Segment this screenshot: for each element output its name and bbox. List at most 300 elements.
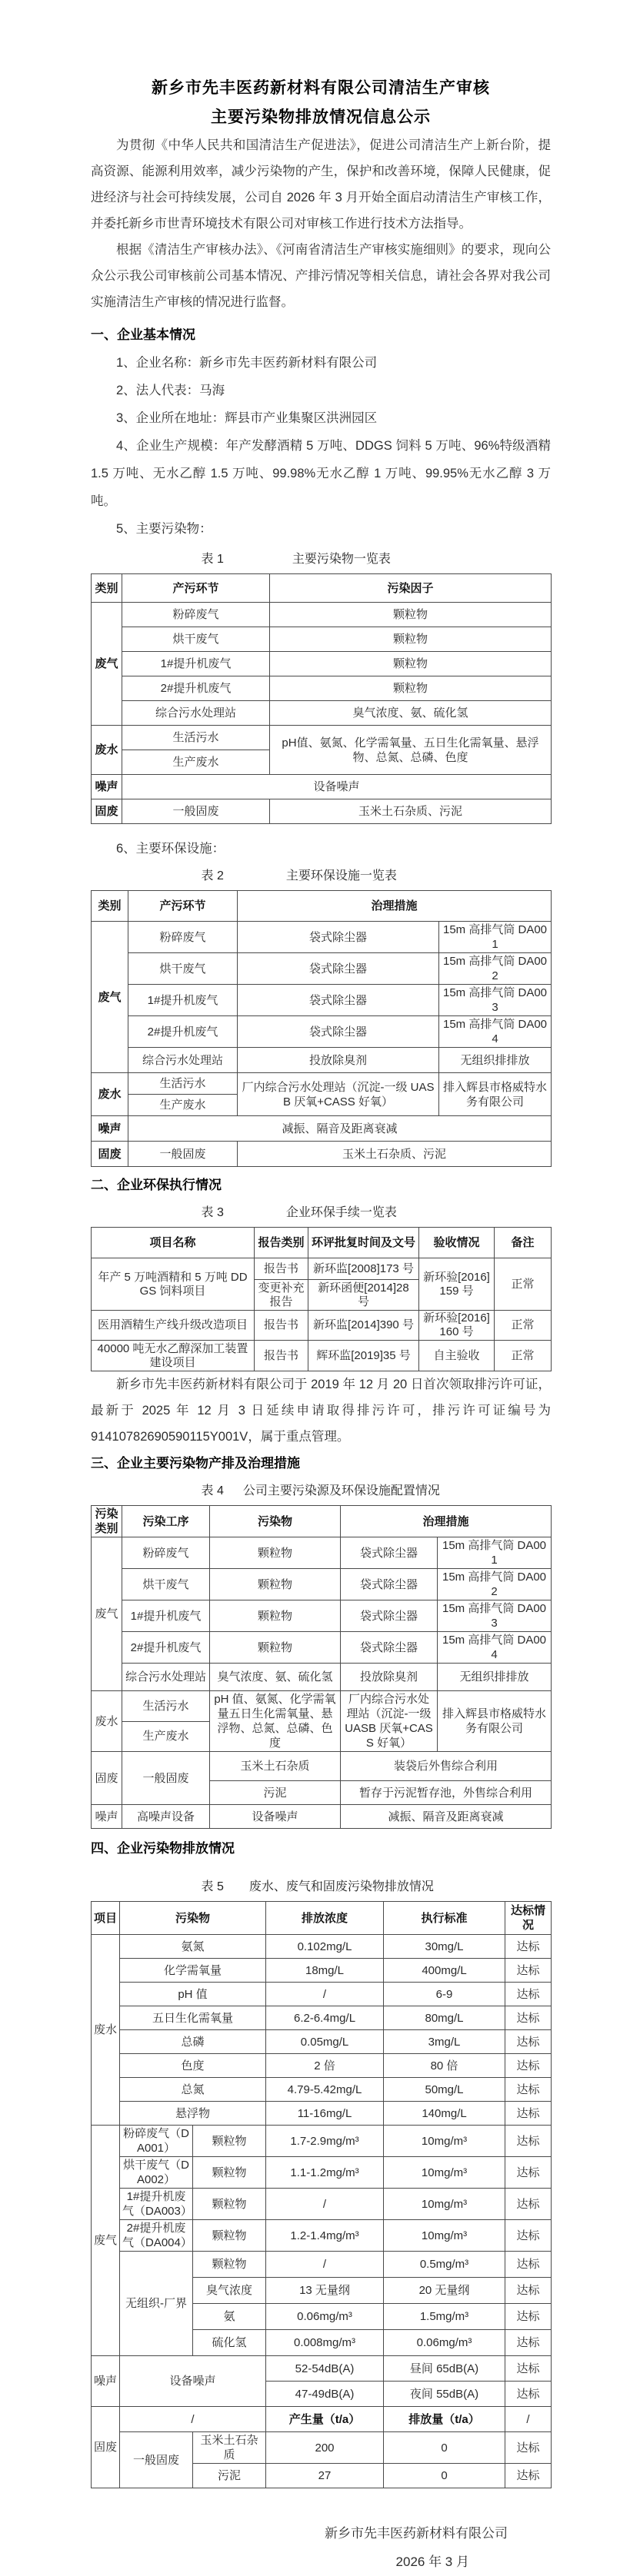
cell: 臭气浓度、氨、硫化氢 <box>210 1664 341 1691</box>
cell: 15m 高排气筒 DA002 <box>439 953 552 985</box>
cell: 一般固废 <box>128 1142 238 1167</box>
table-1-main-pollutants <box>91 573 552 824</box>
table-row <box>92 1142 552 1167</box>
cell: 排入辉县市格威特水务有限公司 <box>439 1073 552 1116</box>
cell: 颗粒物 <box>193 2126 266 2157</box>
cell: 玉米土石杂质、污泥 <box>238 1142 552 1167</box>
cell: 27 <box>266 2464 384 2488</box>
cell: 袋式除尘器 <box>238 953 439 985</box>
cell: 袋式除尘器 <box>238 922 439 953</box>
cell: 颗粒物 <box>270 627 552 652</box>
col-header: 排放浓度 <box>266 1902 384 1935</box>
cell: 产生量（t/a） <box>266 2407 384 2432</box>
cell: 固废 <box>92 1752 122 1805</box>
table-row <box>92 1959 552 1983</box>
table-row <box>92 1228 552 1258</box>
table-row <box>92 1569 552 1600</box>
cell: 颗粒物 <box>193 2189 266 2220</box>
table-4-caption <box>91 1477 551 1505</box>
cell: pH 值、氨氮、化学需氧量五日生化需氧量、悬浮物、总氮、总磷、色度 <box>210 1691 341 1752</box>
table-row <box>92 1116 552 1142</box>
cell: 1#提升机废气 <box>122 652 270 676</box>
cell: 3mg/L <box>384 2030 505 2054</box>
cell: 生产废水 <box>122 750 270 775</box>
cell: 颗粒物 <box>270 652 552 676</box>
table-row <box>92 1016 552 1048</box>
cell: 生活污水 <box>122 726 270 750</box>
cell: 自主验收 <box>419 1341 495 1371</box>
cell: 减振、隔音及距离衰减 <box>341 1805 552 1829</box>
cell: 达标 <box>505 2356 552 2382</box>
table-row <box>92 2006 552 2030</box>
cell: 报告书 <box>255 1311 308 1341</box>
table-2-label: 表 2 <box>201 869 224 882</box>
cell: 达标 <box>505 2278 552 2304</box>
cell: 袋式除尘器 <box>341 1537 438 1569</box>
cell: 颗粒物 <box>270 676 552 701</box>
cell: 80 倍 <box>384 2054 505 2078</box>
section-heading-1: 一、企业基本情况 <box>91 327 195 342</box>
cell: 200 <box>266 2432 384 2464</box>
col-header: 项目 <box>92 1902 120 1935</box>
cell: 厂内综合污水处理站（沉淀-一级 UASB 厌氧+CASS 好氧） <box>238 1073 439 1116</box>
cell: 15m 高排气筒 DA001 <box>439 922 552 953</box>
cell: 臭气浓度、氨、硫化氢 <box>270 701 552 726</box>
footer-company-name: 新乡市先丰医药新材料有限公司 <box>325 2526 508 2541</box>
cell: 52-54dB(A) <box>266 2356 384 2382</box>
cell: 15m 高排气筒 DA004 <box>438 1632 552 1664</box>
cell: 高噪声设备 <box>122 1805 210 1829</box>
cell: 2#提升机废气 <box>128 1016 238 1048</box>
table-3-label: 表 3 <box>201 1206 224 1219</box>
cell: 2#提升机废气 <box>122 676 270 701</box>
table-4-title: 公司主要污染源及环保设施配置情况 <box>242 1484 440 1497</box>
table-row <box>92 1691 552 1722</box>
section-heading-3: 三、企业主要污染物产排及治理措施 <box>91 1456 300 1471</box>
cell: 噪声 <box>92 1116 128 1142</box>
cell: 厂内综合污水处理站（沉淀-一级 UASB 厌氧+CASS 好氧） <box>341 1691 438 1752</box>
table-row <box>92 2432 552 2464</box>
table-row <box>92 1048 552 1073</box>
cell: 废气 <box>92 922 128 1073</box>
cell: 一般固废 <box>120 2432 193 2488</box>
cell: 排放量（t/a） <box>384 2407 505 2432</box>
list-item-address: 3、企业所在地址：辉县市产业集聚区洪洲园区 <box>116 411 378 425</box>
paragraph-basis: 根据《清洁生产审核办法》、《河南省清洁生产审核实施细则》的要求，现向公众公示我公司审核前公司基本情况、产排污情况等相关信息，请社会各界对我公司实施清洁生产审核的情况进行监督。 <box>91 243 551 309</box>
col-header: 类别 <box>92 574 122 603</box>
cell: 昼间 65dB(A) <box>384 2356 505 2382</box>
cell: 2 倍 <box>266 2054 384 2078</box>
cell: 10mg/m³ <box>384 2157 505 2189</box>
table-2-caption <box>91 863 551 890</box>
cell: 报告书 <box>255 1258 308 1280</box>
cell: 达标 <box>505 2432 552 2464</box>
cell: 新环验[2016]160 号 <box>419 1311 495 1341</box>
table-row <box>92 2220 552 2252</box>
cell: 15m 高排气筒 DA004 <box>439 1016 552 1048</box>
cell: pH 值 <box>120 1983 266 2006</box>
table-row <box>92 1935 552 1959</box>
cell: 袋式除尘器 <box>341 1569 438 1600</box>
cell: 6-9 <box>384 1983 505 2006</box>
col-header: 污染物 <box>210 1506 341 1537</box>
cell: 排入辉县市格威特水务有限公司 <box>438 1691 552 1752</box>
cell: 正常 <box>495 1341 552 1371</box>
cell: 1.1-1.2mg/m³ <box>266 2157 384 2189</box>
cell: 10mg/m³ <box>384 2126 505 2157</box>
table-1-label: 表 1 <box>201 553 224 566</box>
cell: 暂存于污泥暂存池，外售综合利用 <box>341 1781 552 1805</box>
cell: 五日生化需氧量 <box>120 2006 266 2030</box>
table-row <box>92 2078 552 2102</box>
cell: 玉米土石杂质、污泥 <box>270 799 552 824</box>
table-row <box>92 2102 552 2126</box>
table-row <box>92 2356 552 2382</box>
col-header: 验收情况 <box>419 1228 495 1258</box>
cell: 新环监[2014]390 号 <box>308 1311 419 1341</box>
cell: 无组织排排放 <box>439 1048 552 1073</box>
cell: 一般固废 <box>122 1752 210 1805</box>
table-row <box>92 603 552 627</box>
list-item-legal-rep: 2、法人代表：马海 <box>116 384 225 397</box>
table-row <box>92 1752 552 1781</box>
table-5-label: 表 5 <box>201 1880 224 1893</box>
cell: 烘干废气（DA002） <box>120 2157 193 2189</box>
cell: 悬浮物 <box>120 2102 266 2126</box>
cell: 无组织-厂界 <box>120 2252 193 2356</box>
cell: 颗粒物 <box>193 2157 266 2189</box>
table-row <box>92 1311 552 1341</box>
cell: 达标 <box>505 2102 552 2126</box>
table-2-title: 主要环保设施一览表 <box>285 869 397 882</box>
cell: / <box>266 2252 384 2278</box>
table-row <box>92 985 552 1016</box>
col-header: 产污环节 <box>128 891 238 922</box>
table-row <box>92 1805 552 1829</box>
paragraph-intro: 为贯彻《中华人民共和国清洁生产促进法》，促进公司清洁生产上新台阶，提高资源、能源利用效率，减少污染物的产生，保护和改善环境，保障人民健康，促进经济与社会可持续发展，公司自 2026 年 3 月开始全面启动清洁生产审核工作，并委托新乡市世青环境技术有限公司对审核工作进行技术方法指导。 <box>91 138 551 231</box>
col-header: 执行标准 <box>384 1902 505 1935</box>
table-row <box>92 1341 552 1371</box>
cell: 0 <box>384 2432 505 2464</box>
cell: 颗粒物 <box>210 1600 341 1632</box>
cell: / <box>266 1983 384 2006</box>
cell: 医用酒精生产线升级改造项目 <box>92 1311 255 1341</box>
cell: 47-49dB(A) <box>266 2382 384 2407</box>
table-row <box>92 2030 552 2054</box>
col-header: 报告类别 <box>255 1228 308 1258</box>
table-row <box>92 2189 552 2220</box>
cell: 10mg/m³ <box>384 2189 505 2220</box>
cell: 颗粒物 <box>193 2220 266 2252</box>
table-row <box>92 1664 552 1691</box>
cell: 2#提升机废气（DA004） <box>120 2220 193 2252</box>
cell: 硫化氢 <box>193 2330 266 2356</box>
cell: 袋式除尘器 <box>238 985 439 1016</box>
cell: 0.06mg/m³ <box>384 2330 505 2356</box>
footer-date: 2026 年 3 月 <box>395 2554 469 2569</box>
table-row <box>92 1600 552 1632</box>
cell: 0.008mg/m³ <box>266 2330 384 2356</box>
table-row <box>92 1537 552 1569</box>
cell: 13 无量纲 <box>266 2278 384 2304</box>
cell: 废水 <box>92 1691 122 1752</box>
table-row <box>92 1073 552 1095</box>
cell: 固废 <box>92 799 122 824</box>
cell: 生活污水 <box>122 1691 210 1722</box>
cell: 粉碎废气（DA001） <box>120 2126 193 2157</box>
cell: 污泥 <box>210 1781 341 1805</box>
cell: 颗粒物 <box>193 2252 266 2278</box>
cell: 投放除臭剂 <box>238 1048 439 1073</box>
cell: 正常 <box>495 1311 552 1341</box>
cell: 设备噪声 <box>122 775 552 799</box>
cell: 袋式除尘器 <box>341 1632 438 1664</box>
table-1-caption <box>91 546 551 573</box>
cell: 粉碎废气 <box>128 922 238 953</box>
cell: 综合污水处理站 <box>128 1048 238 1073</box>
table-3-eia-procedures <box>91 1227 552 1371</box>
cell: 达标 <box>505 2382 552 2407</box>
cell: / <box>266 2189 384 2220</box>
table-row <box>92 2054 552 2078</box>
col-header: 产污环节 <box>122 574 270 603</box>
col-header: 环评批复时间及文号 <box>308 1228 419 1258</box>
cell: 袋式除尘器 <box>238 1016 439 1048</box>
table-row <box>92 701 552 726</box>
doc-title-line-1: 新乡市先丰医药新材料有限公司清洁生产审核 <box>152 79 490 97</box>
col-header: 污染因子 <box>270 574 552 603</box>
cell: 设备噪声 <box>120 2356 266 2407</box>
cell: 达标 <box>505 2220 552 2252</box>
cell: 装袋后外售综合利用 <box>341 1752 552 1781</box>
cell: 达标 <box>505 2078 552 2102</box>
cell: 1#提升机废气 <box>122 1600 210 1632</box>
cell: 1.5mg/m³ <box>384 2304 505 2330</box>
cell: 袋式除尘器 <box>341 1600 438 1632</box>
table-row <box>92 1983 552 2006</box>
cell: 颗粒物 <box>210 1632 341 1664</box>
cell: 废气 <box>92 603 122 726</box>
table-5-emission-status <box>91 1901 552 2488</box>
table-row <box>92 922 552 953</box>
table-2-epe-facilities <box>91 890 552 1167</box>
col-header: 达标情况 <box>505 1902 552 1935</box>
cell: 1#提升机废气 <box>128 985 238 1016</box>
cell: 综合污水处理站 <box>122 701 270 726</box>
cell: 颗粒物 <box>210 1569 341 1600</box>
section-heading-4: 四、企业污染物排放情况 <box>91 1841 235 1856</box>
cell: 生产废水 <box>122 1721 210 1752</box>
cell: 废气 <box>92 1537 122 1691</box>
cell: 30mg/L <box>384 1935 505 1959</box>
table-1-title: 主要污染物一览表 <box>292 553 391 566</box>
cell: 辉环监[2019]35 号 <box>308 1341 419 1371</box>
cell: 新环函便[2014]28 号 <box>308 1280 419 1311</box>
doc-title <box>91 0 551 132</box>
cell: 达标 <box>505 2054 552 2078</box>
table-row <box>92 2126 552 2157</box>
cell: 达标 <box>505 2157 552 2189</box>
cell: 废气 <box>92 2126 120 2356</box>
cell: 新环监[2008]173 号 <box>308 1258 419 1280</box>
cell: 正常 <box>495 1258 552 1311</box>
table-row <box>92 1902 552 1935</box>
cell: 年产 5 万吨酒精和 5 万吨 DDGS 饲料项目 <box>92 1258 255 1311</box>
cell: 1.7-2.9mg/m³ <box>266 2126 384 2157</box>
cell: 化学需氧量 <box>120 1959 266 1983</box>
table-row <box>92 775 552 799</box>
cell: 0.05mg/L <box>266 2030 384 2054</box>
cell: 夜间 55dB(A) <box>384 2382 505 2407</box>
cell: 0.102mg/L <box>266 1935 384 1959</box>
col-header: 污染物 <box>120 1902 266 1935</box>
cell: 综合污水处理站 <box>122 1664 210 1691</box>
col-header: 治理措施 <box>238 891 552 922</box>
cell: 0.06mg/m³ <box>266 2304 384 2330</box>
section-heading-2: 二、企业环保执行情况 <box>91 1178 222 1192</box>
cell: 达标 <box>505 2464 552 2488</box>
table-row <box>92 1632 552 1664</box>
list-item-scale: 4、企业生产规模：年产发酵酒精 5 万吨、DDGS 饲料 5 万吨、96%特级酒精1.5 万吨、无水乙醇 1.5 万吨、99.98%无水乙醇 1 万吨、99.95%无水乙醇 3 万吨。 <box>91 439 551 508</box>
paragraph-permit: 新乡市先丰医药新材料有限公司于 2019 年 12 月 20 日首次领取排污许可证，最新于 2025 年 12 月 3 日延续申请取得排污许可，排污许可证编号为 91410782690590115Y001V，属于重点管理。 <box>91 1378 551 1444</box>
table-row <box>92 891 552 922</box>
cell: 达标 <box>505 2304 552 2330</box>
table-row <box>92 2252 552 2278</box>
cell: 变更补充报告 <box>255 1280 308 1311</box>
cell: 玉米土石杂质 <box>193 2432 266 2464</box>
cell: 15m 高排气筒 DA001 <box>438 1537 552 1569</box>
cell: pH值、氨氮、化学需氧量、五日生化需氧量、悬浮物、总氮、总磷、色度 <box>270 726 552 775</box>
table-row <box>92 1258 552 1280</box>
col-header: 项目名称 <box>92 1228 255 1258</box>
table-row <box>92 799 552 824</box>
cell: 15m 高排气筒 DA002 <box>438 1569 552 1600</box>
doc-title-line-2: 主要污染物排放情况信息公示 <box>211 108 431 126</box>
cell: 0.5mg/m³ <box>384 2252 505 2278</box>
cell: 15m 高排气筒 DA003 <box>439 985 552 1016</box>
cell: 氨氮 <box>120 1935 266 1959</box>
cell: 烘干废气 <box>122 1569 210 1600</box>
cell: 粉碎废气 <box>122 603 270 627</box>
col-header: 污染类别 <box>92 1506 122 1537</box>
cell: 固废 <box>92 1142 128 1167</box>
cell: 生产废水 <box>128 1095 238 1116</box>
cell: 无组织排排放 <box>438 1664 552 1691</box>
cell: 0 <box>384 2464 505 2488</box>
cell: 达标 <box>505 2252 552 2278</box>
cell: / <box>120 2407 266 2432</box>
table-row <box>92 652 552 676</box>
table-3-caption <box>91 1199 551 1227</box>
cell: 玉米土石杂质 <box>210 1752 341 1781</box>
cell: 噪声 <box>92 2356 120 2407</box>
cell: 投放除臭剂 <box>341 1664 438 1691</box>
cell: 总磷 <box>120 2030 266 2054</box>
cell: 设备噪声 <box>210 1805 341 1829</box>
cell: 达标 <box>505 2030 552 2054</box>
cell: 臭气浓度 <box>193 2278 266 2304</box>
cell: 40000 吨无水乙醇深加工装置建设项目 <box>92 1341 255 1371</box>
cell: 达标 <box>505 2330 552 2356</box>
cell: 烘干废气 <box>128 953 238 985</box>
cell: 6.2-6.4mg/L <box>266 2006 384 2030</box>
cell: 11-16mg/L <box>266 2102 384 2126</box>
table-5-title: 废水、废气和固废污染物排放情况 <box>248 1880 434 1893</box>
cell: 1.2-1.4mg/m³ <box>266 2220 384 2252</box>
table-4-pollution-sources <box>91 1505 552 1829</box>
cell: 15m 高排气筒 DA003 <box>438 1600 552 1632</box>
cell: 一般固废 <box>122 799 270 824</box>
list-item-company-name: 1、企业名称：新乡市先丰医药新材料有限公司 <box>116 356 378 370</box>
cell: 报告书 <box>255 1341 308 1371</box>
cell: 颗粒物 <box>270 603 552 627</box>
cell: 2#提升机废气 <box>122 1632 210 1664</box>
cell: 污泥 <box>193 2464 266 2488</box>
col-header: 污染工序 <box>122 1506 210 1537</box>
cell: 10mg/m³ <box>384 2220 505 2252</box>
list-item-pollutants: 5、主要污染物： <box>116 522 212 536</box>
cell: 50mg/L <box>384 2078 505 2102</box>
cell: 达标 <box>505 2126 552 2157</box>
cell: 4.79-5.42mg/L <box>266 2078 384 2102</box>
cell: 氨 <box>193 2304 266 2330</box>
cell: 达标 <box>505 2006 552 2030</box>
table-row <box>92 627 552 652</box>
cell: 20 无量纲 <box>384 2278 505 2304</box>
table-row <box>92 1506 552 1537</box>
cell: 达标 <box>505 2189 552 2220</box>
cell: 达标 <box>505 1959 552 1983</box>
cell: 噪声 <box>92 1805 122 1829</box>
cell: 1#提升机废气（DA003） <box>120 2189 193 2220</box>
cell: 80mg/L <box>384 2006 505 2030</box>
col-header: 治理措施 <box>341 1506 552 1537</box>
col-header: 备注 <box>495 1228 552 1258</box>
cell: / <box>505 2407 552 2432</box>
table-5-caption <box>91 1873 551 1901</box>
cell: 烘干废气 <box>122 627 270 652</box>
table-row <box>92 953 552 985</box>
cell: 总氮 <box>120 2078 266 2102</box>
list-item-epe-facilities: 6、主要环保设施： <box>116 842 225 856</box>
table-row <box>92 574 552 603</box>
cell: 色度 <box>120 2054 266 2078</box>
table-row <box>92 2407 552 2432</box>
col-header: 类别 <box>92 891 128 922</box>
cell: 废水 <box>92 726 122 775</box>
cell: 达标 <box>505 1983 552 2006</box>
cell: 达标 <box>505 1935 552 1959</box>
cell: 固废 <box>92 2407 120 2488</box>
cell: 颗粒物 <box>210 1537 341 1569</box>
cell: 生活污水 <box>128 1073 238 1095</box>
table-4-label: 表 4 <box>201 1484 224 1497</box>
document-content <box>91 0 551 2576</box>
table-row <box>92 2157 552 2189</box>
table-row <box>92 726 552 750</box>
cell: 粉碎废气 <box>122 1537 210 1569</box>
cell: 140mg/L <box>384 2102 505 2126</box>
cell: 噪声 <box>92 775 122 799</box>
cell: 400mg/L <box>384 1959 505 1983</box>
cell: 18mg/L <box>266 1959 384 1983</box>
cell: 废水 <box>92 1935 120 2126</box>
cell: 减振、隔音及距离衰减 <box>128 1116 552 1142</box>
cell: 新环验[2016]159 号 <box>419 1258 495 1311</box>
cell: 废水 <box>92 1073 128 1116</box>
table-row <box>92 676 552 701</box>
table-3-title: 企业环保手续一览表 <box>285 1206 397 1219</box>
